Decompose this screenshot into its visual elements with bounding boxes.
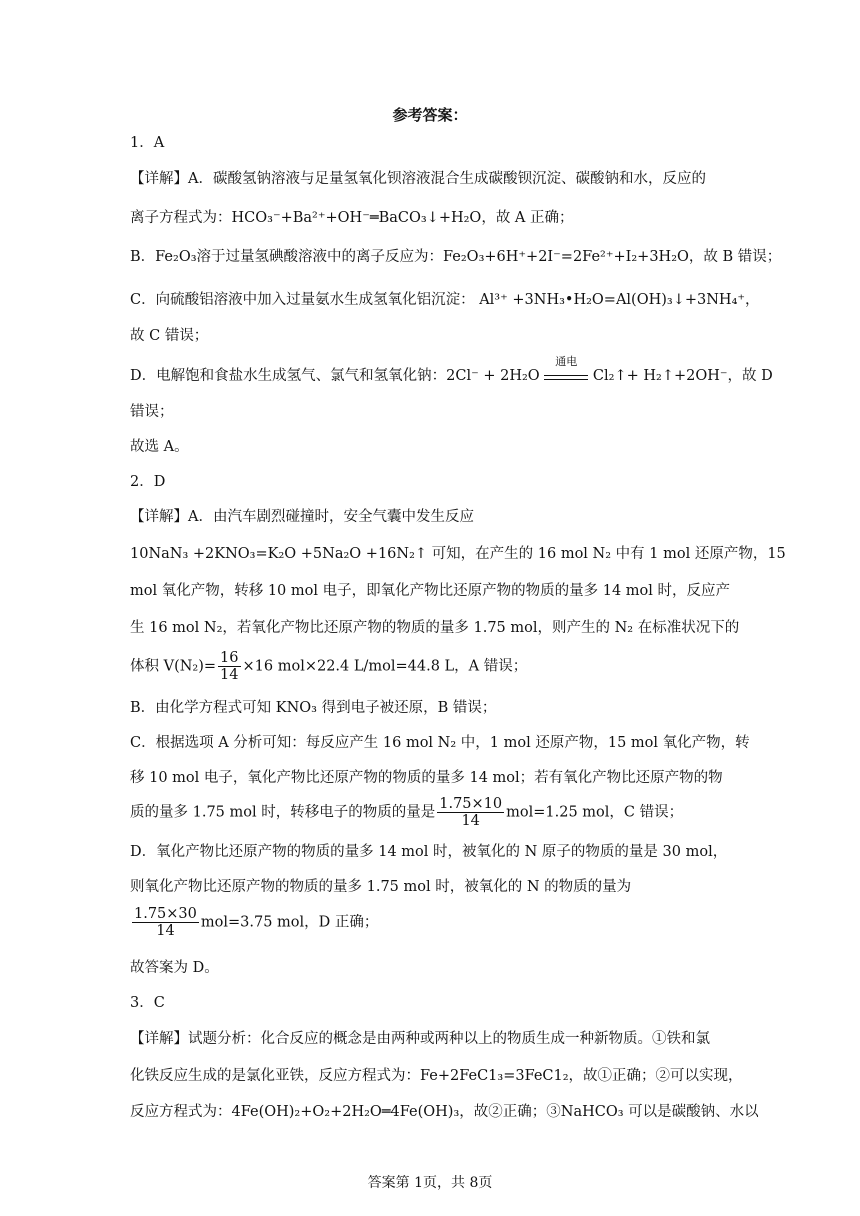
q3-line-3: 反应方程式为：4Fe(OH)₂+O₂+2H₂O═4Fe(OH)₃，故②正确；③NaHCO₃ 可以是碳酸钠、水以 [130, 1104, 759, 1120]
q3-answer: 3．C [130, 995, 165, 1011]
q2-line-1: 【详解】A．由汽车剧烈碰撞时，安全气囊中发生反应 [130, 509, 474, 525]
fraction-denominator: 14 [461, 813, 480, 829]
q2-line-5 [130, 650, 527, 683]
fraction-16-14 [218, 650, 240, 683]
q2-line-12-right: mol=3.75 mol，D 正确； [200, 914, 379, 931]
q2-line-9 [130, 796, 683, 829]
q2-answer: 2．D [130, 474, 166, 490]
electrolysis-arrow [544, 355, 588, 380]
q3-line-1: 【详解】试题分析：化合反应的概念是由两种或两种以上的物质生成一种新物质。①铁和氯 [130, 1031, 710, 1047]
q1-line-1: 【详解】A．碳酸氢钠溶液与足量氢氧化钡溶液混合生成碳酸钡沉淀、碳酸钠和水，反应的 [130, 171, 706, 187]
page-title: 参考答案： [392, 106, 468, 124]
q2-line-6: B．由化学方程式可知 KNO₃ 得到电子被还原，B 错误； [130, 700, 497, 716]
q2-line-9-left: 质的量多 1.75 mol 时，转移电子的物质的量是 [130, 804, 436, 821]
q1-line-5: 故 C 错误； [130, 328, 209, 344]
q1-line-7: 错误； [130, 404, 174, 420]
q2-line-2: 10NaN₃ +2KNO₃=K₂O +5Na₂O +16N₂↑ 可知，在产生的 16 mol N₂ 中有 1 mol 还原产物，15 [130, 546, 786, 562]
q2-line-9-right: mol=1.25 mol，C 错误； [506, 804, 684, 821]
fraction-numerator: 1.75×10 [439, 796, 503, 812]
fraction-1.75x30-14 [132, 906, 199, 939]
fraction-numerator: 16 [220, 650, 239, 666]
q2-line-8: 移 10 mol 电子，氧化产物比还原产物的物质的量多 14 mol；若有氧化产物比还原产物的物 [130, 770, 723, 786]
q1-answer: 1．A [130, 135, 165, 151]
q2-line-10: D．氧化产物比还原产物的物质的量多 14 mol 时，被氧化的 N 原子的物质的量是 30 mol， [130, 844, 728, 860]
fraction-denominator: 14 [156, 923, 175, 939]
q1-line-2: 离子方程式为：HCO₃⁻+Ba²⁺+OH⁻═BaCO₃↓+H₂O，故 A 正确； [130, 210, 574, 226]
fraction-denominator: 14 [220, 667, 239, 683]
q1-line-6-left: D．电解饱和食盐水生成氢气、氯气和氢氧化钠：2Cl⁻ + 2H₂O [130, 368, 540, 384]
q1-line-6 [130, 355, 773, 386]
page-footer: 答案第 1页，共 8页 [367, 1175, 493, 1191]
q1-line-3: B．Fe₂O₃溶于过量氢碘酸溶液中的离子反应为：Fe₂O₃+6H⁺+2I⁻=2Fe²⁺+I₂+3H₂O，故 B 错误； [130, 249, 782, 265]
fraction-numerator: 1.75×30 [134, 906, 197, 922]
electrolysis-condition: 通电 [555, 355, 578, 368]
q2-line-4: 生 16 mol N₂，若氧化产物比还原产物的物质的量多 1.75 mol，则产生的 N₂ 在标准状况下的 [130, 620, 740, 636]
q2-line-11: 则氧化产物比还原产物的物质的量多 1.75 mol 时，被氧化的 N 的物质的量为 [130, 879, 632, 895]
q3-line-2: 化铁反应生成的是氯化亚铁，反应方程式为：Fe+2FeC1₃=3FeC1₂，故①正确；②可以实现， [130, 1068, 743, 1084]
q1-conclusion: 故选 A。 [130, 439, 189, 455]
q1-line-4: C．向硫酸铝溶液中加入过量氨水生成氢氧化铝沉淀： Al³⁺ +3NH₃•H₂O=Al(OH)₃↓+3NH₄⁺， [130, 292, 760, 308]
q1-line-6-right: Cl₂↑+ H₂↑+2OH⁻，故 D [592, 368, 773, 384]
q2-line-3: mol 氧化产物，转移 10 mol 电子，即氧化产物比还原产物的物质的量多 14 mol 时，反应产 [130, 583, 731, 599]
q2-line-12 [130, 906, 378, 939]
q2-line-5-right: ×16 mol×22.4 L/mol=44.8 L，A 错误； [242, 658, 528, 675]
q2-line-5-left: 体积 V(N₂)= [130, 658, 217, 675]
q2-line-7: C．根据选项 A 分析可知：每反应产生 16 mol N₂ 中，1 mol 还原产物，15 mol 氧化产物，转 [130, 735, 750, 751]
q2-conclusion: 故答案为 D。 [130, 960, 219, 976]
fraction-1.75x10-14 [437, 796, 504, 829]
